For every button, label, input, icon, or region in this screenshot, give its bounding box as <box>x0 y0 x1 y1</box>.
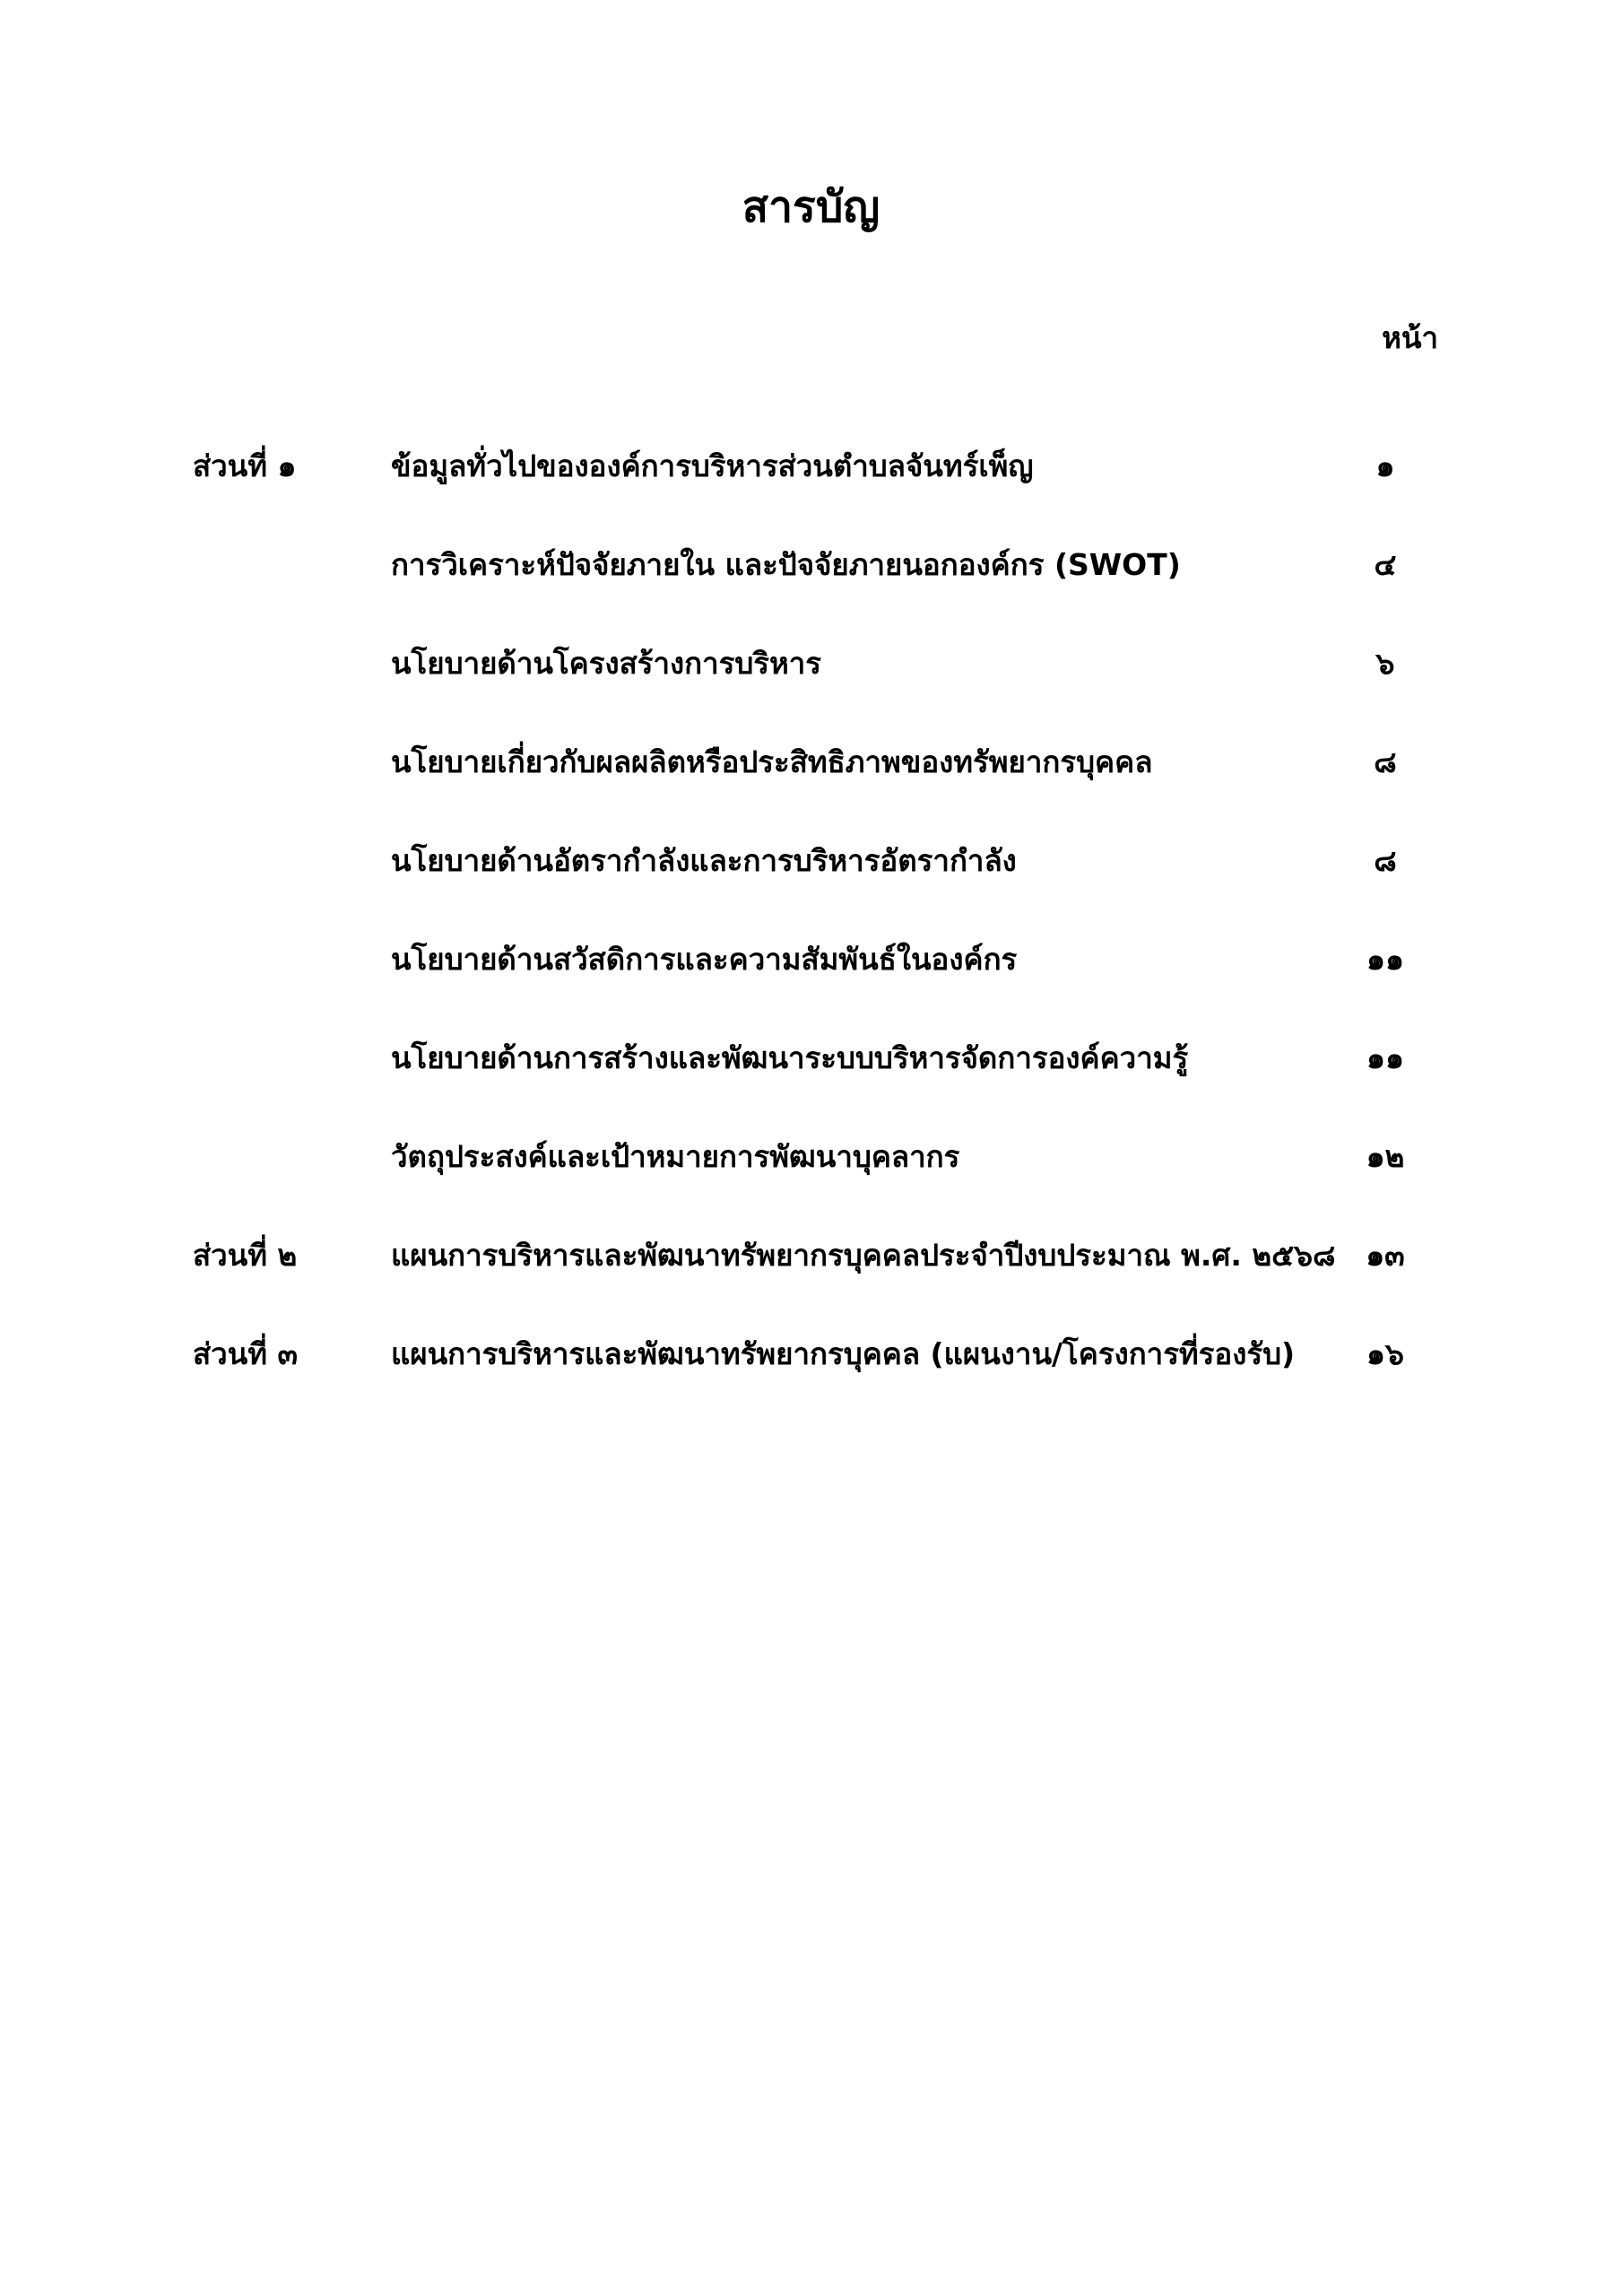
toc-page-number: ๑๒ <box>1366 1139 1405 1174</box>
toc-entry-title: การวิเคราะห์ปัจจัยภายใน และปัจจัยภายนอกองค์กร (SWOT) <box>391 547 1181 582</box>
toc-page-number: ๑๑ <box>1366 942 1404 977</box>
toc-row <box>0 836 1622 886</box>
toc-row <box>0 1231 1622 1281</box>
document-title: สารบัญ <box>742 182 880 232</box>
toc-entry-title: วัตถุประสงค์และเป้าหมายการพัฒนาบุคลากร <box>391 1139 960 1174</box>
toc-section-label: ส่วนที่ ๒ <box>193 1238 298 1273</box>
toc-entry-title: นโยบายเกี่ยวกับผลผลิตหรือประสิทธิภาพของทรัพยากรบุคคล <box>391 744 1153 779</box>
toc-page-number: ๑๓ <box>1366 1238 1405 1273</box>
toc-section-label: ส่วนที่ ๓ <box>193 1336 299 1371</box>
toc-row <box>0 1132 1622 1182</box>
toc-entry-title: นโยบายด้านโครงสร้างการบริหาร <box>391 646 822 681</box>
toc-entry-title: นโยบายด้านสวัสดิการและความสัมพันธ์ในองค์กร <box>391 942 1018 977</box>
page-column-header: หน้า <box>1382 320 1438 355</box>
toc-entry-title: แผนการบริหารและพัฒนาทรัพยากรบุคคล (แผนงาน/โครงการที่รองรับ) <box>391 1336 1296 1371</box>
toc-entry-title: นโยบายด้านอัตรากำลังและการบริหารอัตรากำลัง <box>391 843 1017 878</box>
toc-entry-title: แผนการบริหารและพัฒนาทรัพยากรบุคคลประจำปีงบประมาณ พ.ศ. ๒๕๖๘ <box>391 1238 1336 1273</box>
toc-page-number: ๔ <box>1374 547 1397 582</box>
toc-page-number: ๘ <box>1374 843 1397 878</box>
toc-page-number: ๑ <box>1375 448 1395 483</box>
toc-row <box>0 1033 1622 1083</box>
toc-row <box>0 1329 1622 1379</box>
toc-entry-title: นโยบายด้านการสร้างและพัฒนาระบบบริหารจัดการองค์ความรู้ <box>391 1040 1189 1075</box>
toc-section-label: ส่วนที่ ๑ <box>193 448 297 483</box>
toc-page-number: ๖ <box>1375 646 1395 681</box>
toc-row <box>0 935 1622 985</box>
toc-row <box>0 639 1622 689</box>
toc-entry-title: ข้อมูลทั่วไปขององค์การบริหารส่วนตำบลจันทร์เพ็ญ <box>391 448 1034 483</box>
toc-page-number: ๘ <box>1374 744 1397 779</box>
toc-page-number: ๑๑ <box>1366 1040 1404 1075</box>
toc-row <box>0 540 1622 590</box>
toc-row <box>0 737 1622 787</box>
toc-row <box>0 441 1622 491</box>
toc-page-number: ๑๖ <box>1366 1336 1404 1371</box>
